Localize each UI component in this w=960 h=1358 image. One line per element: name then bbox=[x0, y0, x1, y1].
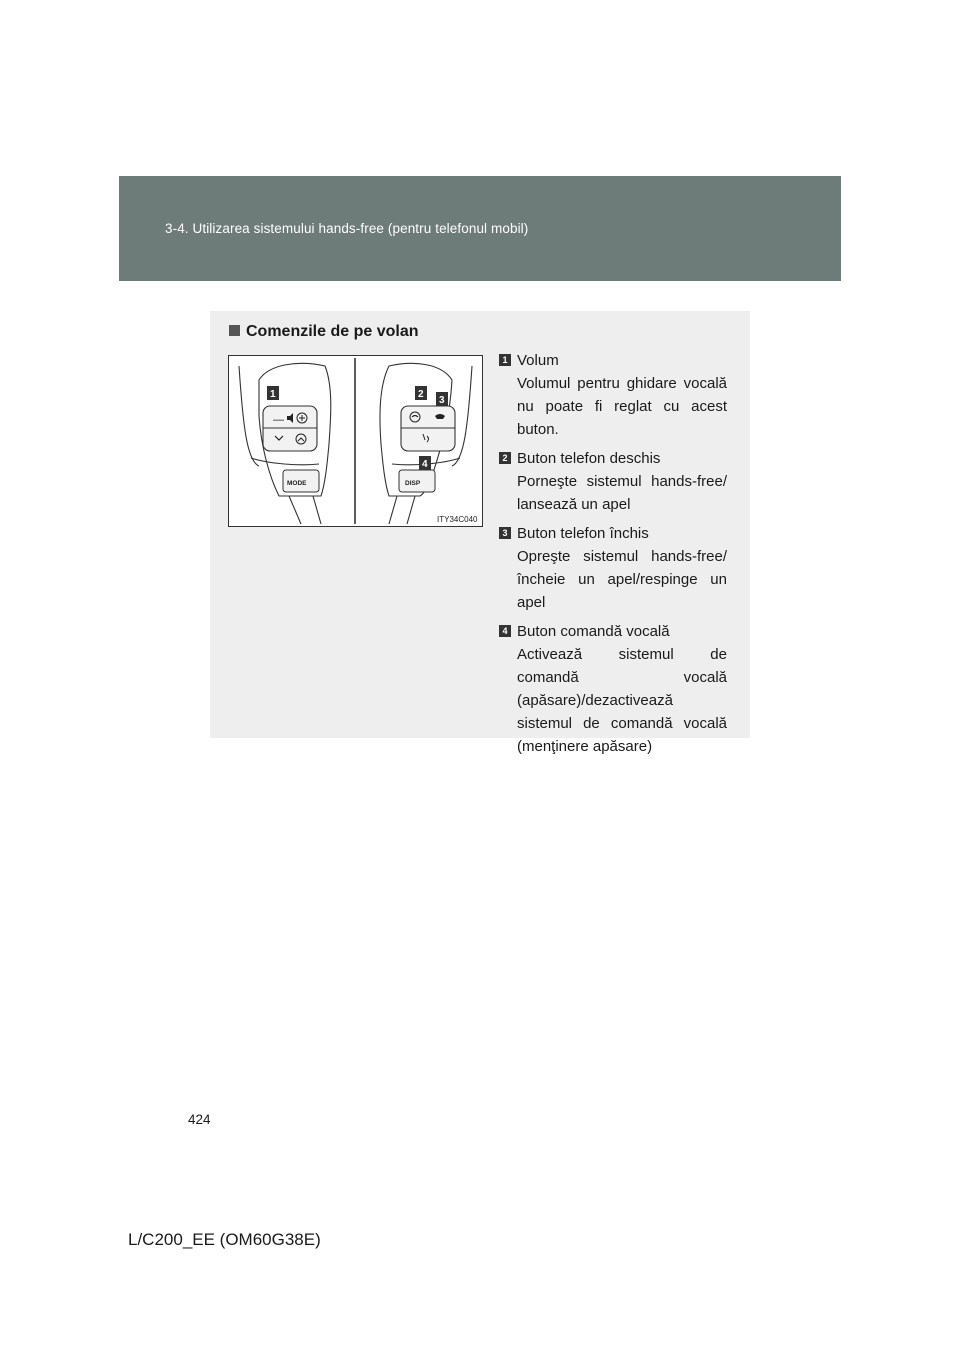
chapter-header-band bbox=[119, 176, 841, 281]
callout-label-3: 3 bbox=[439, 395, 445, 406]
page-number: 424 bbox=[188, 1112, 211, 1127]
document-code: L/C200_EE (OM60G38E) bbox=[128, 1230, 321, 1249]
item-number-badge: 4 bbox=[499, 625, 511, 637]
svg-text:—: — bbox=[273, 414, 284, 426]
item-title: Buton telefon închis bbox=[517, 525, 649, 542]
item-number-badge: 3 bbox=[499, 527, 511, 539]
panel-heading-text: Comenzile de pe volan bbox=[246, 323, 419, 340]
list-item bbox=[499, 349, 727, 441]
disp-button-label: DISP bbox=[405, 480, 421, 487]
section-title: 3-4. Utilizarea sistemului hands-free (pentru telefonul mobil) bbox=[165, 221, 529, 236]
item-title: Buton comandă vocală bbox=[517, 623, 670, 640]
item-title: Volum bbox=[517, 352, 559, 369]
panel-heading bbox=[229, 323, 418, 341]
callout-label-4: 4 bbox=[422, 459, 428, 470]
callout-label-1: 1 bbox=[270, 389, 276, 400]
item-number-badge: 2 bbox=[499, 452, 511, 464]
item-description: Porneşte sistemul hands-free/ lansează un apel bbox=[517, 473, 727, 513]
steering-controls-panel bbox=[210, 311, 750, 755]
list-item bbox=[499, 447, 727, 516]
square-bullet-icon bbox=[229, 325, 240, 336]
wheel-rim-left bbox=[239, 366, 259, 466]
figure-code: ITY34C040 bbox=[437, 515, 478, 524]
callout-label-2: 2 bbox=[418, 389, 424, 400]
steering-wheel-figure bbox=[228, 355, 483, 527]
callout-descriptions bbox=[499, 349, 727, 764]
mode-button-label: MODE bbox=[287, 480, 307, 487]
item-description: Opreşte sistemul hands-free/ încheie un apel/respinge un apel bbox=[517, 548, 727, 611]
list-item bbox=[499, 620, 727, 758]
item-description: Volumul pentru ghidare vocală nu poate fi reglat cu acest buton. bbox=[517, 375, 727, 438]
list-item bbox=[499, 522, 727, 614]
item-description: Activează sistemul de comandă vocală (apăsare)/dezactivează sistemul de comandă vocală (menţinere apăsare) bbox=[517, 646, 727, 755]
item-title: Buton telefon deschis bbox=[517, 450, 661, 467]
item-number-badge: 1 bbox=[499, 354, 511, 366]
steering-wheel-illustration bbox=[229, 356, 482, 526]
